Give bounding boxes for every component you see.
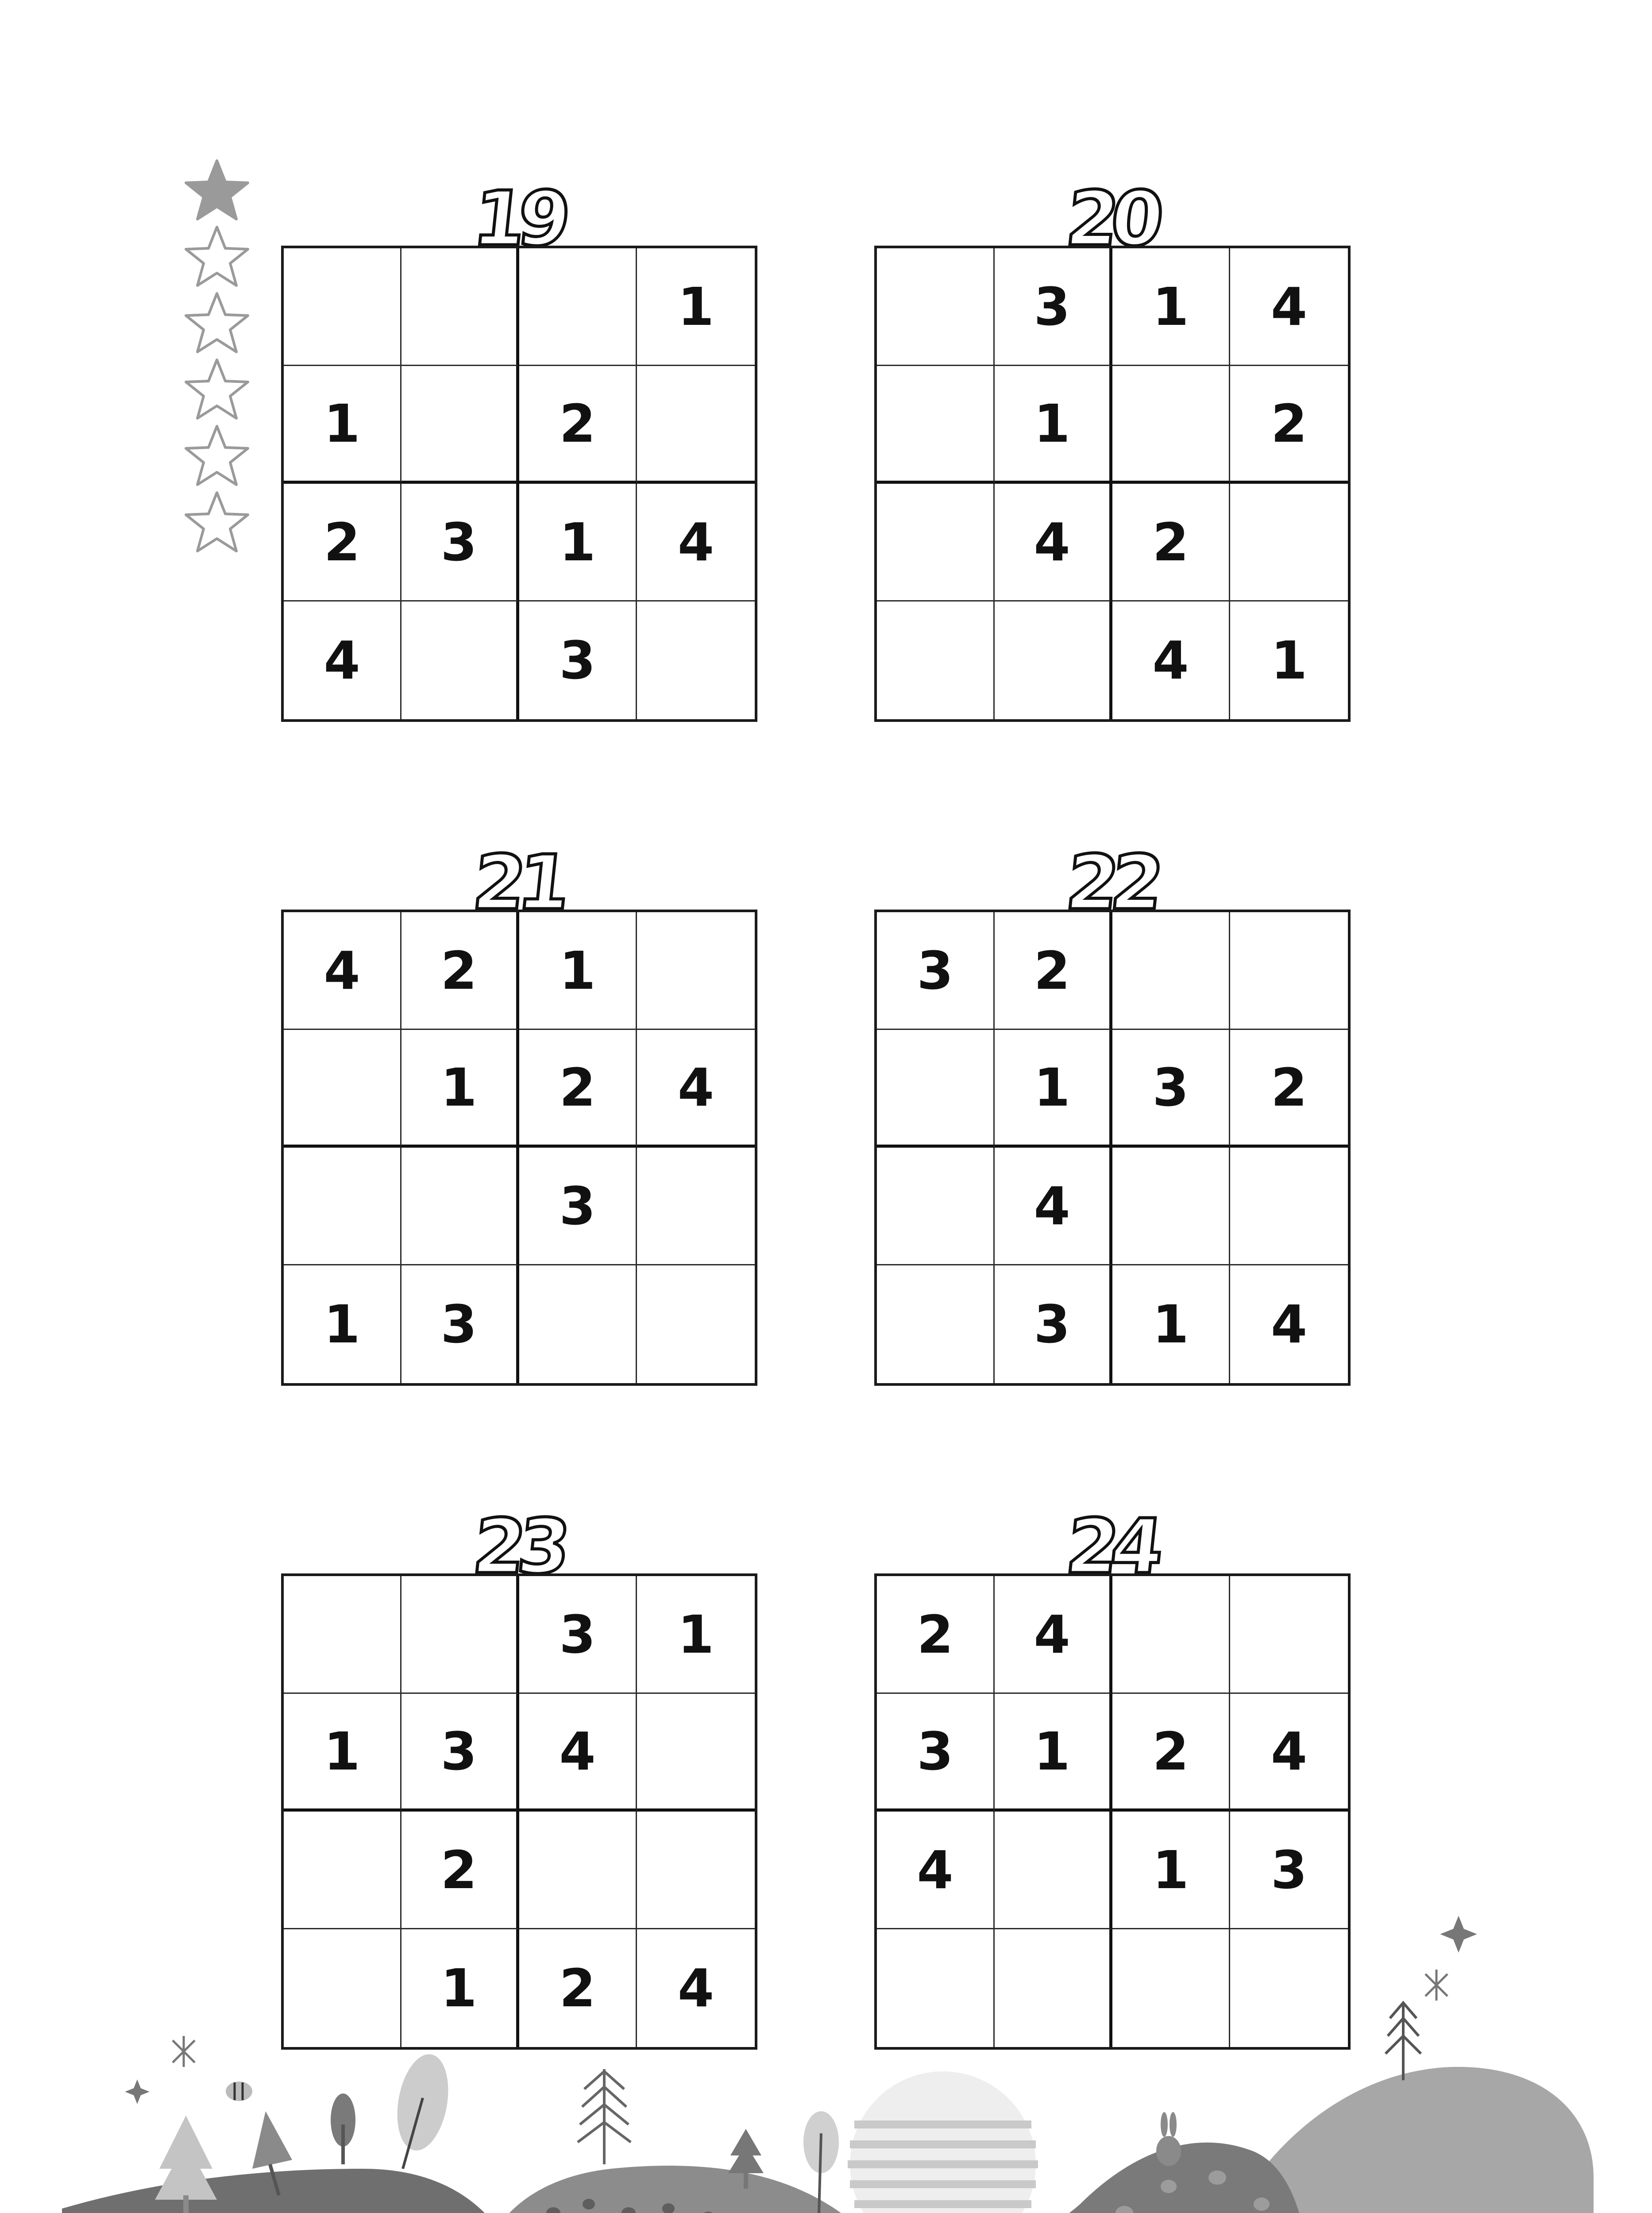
given-digit-cell[interactable]: 1 [1270, 630, 1308, 691]
given-digit-cell[interactable]: 2 [519, 1030, 637, 1148]
empty-cell[interactable] [519, 1265, 637, 1383]
empty-cell[interactable] [1230, 484, 1348, 601]
empty-cell[interactable] [401, 248, 519, 366]
given-digit-cell[interactable]: 3 [401, 484, 519, 601]
empty-cell[interactable] [637, 601, 755, 719]
puzzle-number: 21 [469, 839, 567, 927]
sudoku-grid [874, 246, 1351, 722]
given-digit-cell[interactable]: 4 [284, 601, 401, 719]
sudoku-grid [281, 246, 757, 722]
empty-cell[interactable] [637, 912, 755, 1030]
pine-tree-icon [155, 2116, 217, 2213]
given-digit-cell[interactable]: 1 [637, 248, 755, 366]
empty-cell[interactable] [877, 1265, 995, 1383]
empty-cell[interactable] [1112, 1148, 1230, 1265]
empty-cell[interactable] [637, 1694, 755, 1812]
given-digit-cell[interactable]: 3 [995, 1265, 1112, 1383]
given-digit-cell[interactable]: 1 [995, 1694, 1112, 1812]
given-digit-cell[interactable]: 2 [1230, 1030, 1348, 1148]
given-digit-cell[interactable]: 3 [519, 1576, 637, 1694]
empty-cell[interactable] [637, 1148, 755, 1265]
empty-cell[interactable] [877, 248, 995, 366]
empty-cell[interactable] [877, 1030, 995, 1148]
bunny-icon [1156, 2112, 1181, 2166]
line-pine-icon [578, 2069, 631, 2164]
given-digit-cell[interactable]: 1 [284, 366, 401, 484]
given-digit-cell[interactable]: 1 [401, 1929, 519, 2047]
given-digit-cell[interactable]: 3 [401, 1265, 519, 1383]
empty-cell[interactable] [401, 601, 519, 719]
star-outline-icon [181, 423, 252, 489]
given-digit-cell[interactable]: 4 [995, 484, 1112, 601]
given-digit-cell[interactable]: 4 [1230, 1694, 1348, 1812]
sudoku-grid [874, 910, 1351, 1386]
empty-cell[interactable] [637, 366, 755, 484]
given-digit-cell[interactable]: 2 [284, 484, 401, 601]
given-digit-cell[interactable]: 1 [284, 1694, 401, 1812]
star-filled-icon [181, 157, 252, 224]
striped-sun-icon [848, 2071, 1038, 2213]
given-digit-cell[interactable]: 4 [1230, 248, 1348, 366]
given-digit-cell[interactable]: 3 [519, 1148, 637, 1265]
given-digit-cell[interactable]: 4 [637, 1030, 755, 1148]
puzzle-number: 23 [469, 1503, 567, 1591]
given-digit-cell[interactable]: 4 [995, 1576, 1112, 1694]
tall-pine-right-icon [1386, 2003, 1421, 2080]
hill-left [62, 2169, 531, 2213]
given-digit-cell[interactable]: 3 [995, 248, 1112, 366]
star-outline-icon [181, 224, 252, 290]
given-digit-cell[interactable]: 1 [995, 366, 1112, 484]
given-digit-cell[interactable]: 3 [1230, 1812, 1348, 1929]
empty-cell[interactable] [877, 601, 995, 719]
empty-cell[interactable] [1112, 912, 1230, 1030]
given-digit-cell[interactable]: 4 [677, 1958, 714, 2019]
empty-cell[interactable] [284, 1148, 401, 1265]
given-digit-cell[interactable]: 1 [637, 1576, 755, 1694]
empty-cell[interactable] [1230, 1576, 1348, 1694]
empty-cell[interactable] [401, 1576, 519, 1694]
given-digit-cell[interactable]: 1 [519, 484, 637, 601]
star-outline-icon [181, 489, 252, 555]
empty-cell[interactable] [637, 1265, 755, 1383]
empty-cell[interactable] [401, 1148, 519, 1265]
empty-cell[interactable] [284, 248, 401, 366]
bee-icon [226, 2082, 252, 2101]
star-outline-icon [181, 356, 252, 423]
given-digit-cell[interactable]: 1 [995, 1030, 1112, 1148]
empty-cell[interactable] [995, 601, 1112, 719]
landscape-decoration [0, 1903, 1652, 2213]
sudoku-grid [281, 910, 757, 1386]
given-digit-cell[interactable]: 4 [637, 484, 755, 601]
given-digit-cell[interactable]: 2 [401, 912, 519, 1030]
empty-cell[interactable] [1230, 1148, 1348, 1265]
given-digit-cell[interactable]: 4 [519, 1694, 637, 1812]
empty-cell[interactable] [1112, 366, 1230, 484]
leaf-tree-icon [390, 2050, 455, 2169]
given-digit-cell[interactable]: 2 [1112, 1694, 1230, 1812]
given-digit-cell[interactable]: 1 [519, 912, 637, 1030]
given-digit-cell[interactable]: 2 [519, 366, 637, 484]
given-digit-cell[interactable]: 1 [284, 1265, 401, 1383]
empty-cell[interactable] [1112, 1576, 1230, 1694]
sparkle-icons [128, 1919, 1474, 2101]
puzzle-number: 22 [1062, 839, 1160, 927]
puzzle-number: 24 [1062, 1503, 1160, 1591]
empty-cell[interactable] [877, 484, 995, 601]
given-digit-cell[interactable]: 3 [519, 601, 637, 719]
empty-cell[interactable] [284, 1576, 401, 1694]
given-digit-cell[interactable]: 4 [284, 912, 401, 1030]
difficulty-rating [181, 157, 252, 555]
given-digit-cell[interactable]: 2 [519, 1929, 637, 2047]
given-digit-cell[interactable]: 1 [401, 1030, 519, 1148]
puzzle-number: 19 [469, 175, 567, 263]
puzzle-number: 20 [1062, 175, 1160, 263]
given-digit-cell[interactable]: 3 [877, 912, 995, 1030]
given-digit-cell[interactable]: 2 [877, 1576, 995, 1694]
given-digit-cell[interactable]: 2 [1230, 366, 1348, 484]
star-outline-icon [181, 290, 252, 356]
round-tree-icon [331, 2093, 355, 2164]
given-digit-cell[interactable]: 2 [1112, 484, 1230, 601]
empty-cell[interactable] [877, 366, 995, 484]
given-digit-cell[interactable]: 1 [1112, 1812, 1230, 1929]
given-digit-cell[interactable]: 1 [1112, 248, 1230, 366]
given-digit-cell[interactable]: 4 [1112, 601, 1230, 719]
empty-cell[interactable] [877, 1148, 995, 1265]
given-digit-cell[interactable]: 4 [995, 1148, 1112, 1265]
given-digit-cell[interactable]: 3 [1112, 1030, 1230, 1148]
given-digit-cell[interactable]: 2 [401, 1812, 519, 1929]
empty-cell[interactable] [284, 1030, 401, 1148]
empty-cell[interactable] [401, 366, 519, 484]
given-digit-cell[interactable]: 3 [877, 1694, 995, 1812]
empty-cell[interactable] [1230, 912, 1348, 1030]
given-digit-cell[interactable]: 4 [1270, 1294, 1308, 1355]
given-digit-cell[interactable]: 4 [877, 1812, 995, 1929]
given-digit-cell[interactable]: 2 [995, 912, 1112, 1030]
given-digit-cell[interactable]: 1 [1112, 1265, 1230, 1383]
given-digit-cell[interactable]: 3 [401, 1694, 519, 1812]
empty-cell[interactable] [519, 248, 637, 366]
